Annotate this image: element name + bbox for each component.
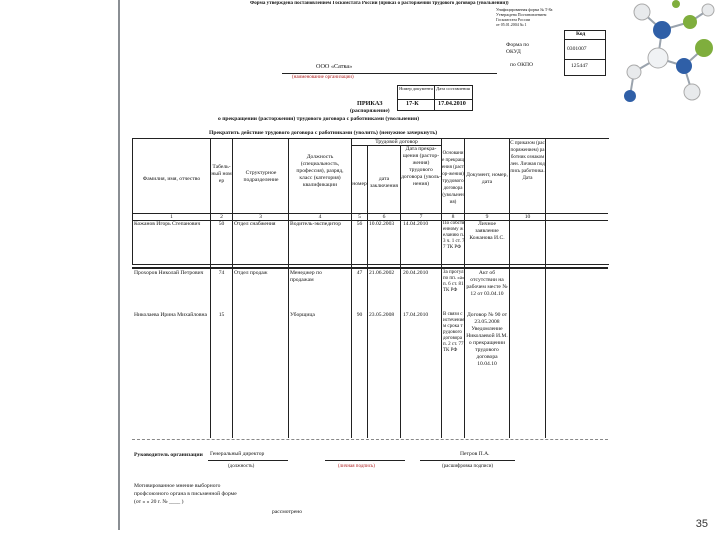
okud-label: Форма по ОКУД: [506, 42, 530, 55]
union-opinion-line3: (от « » 20 г. № ____ ): [134, 499, 184, 505]
row2-tab: 74: [218, 270, 225, 276]
caption-position: (должность): [228, 464, 255, 469]
row1-dept: Отдел снабжения: [234, 221, 276, 227]
row1-document: Личное заявление Кожанова И.С.: [469, 221, 505, 241]
form-approval-note: Унифицированная форма № Т-8а Утверждена Постановлением Госкомстата России от 05.01.2004 № 1: [496, 7, 553, 27]
col-header-number: номер: [352, 181, 367, 187]
col-header-sign: С приказом (распоряжением) работник ознакомлен. Личная подпись работника. Дата: [510, 141, 545, 181]
col-number: 5: [358, 214, 361, 220]
head-name: Петров П.А.: [460, 451, 490, 457]
row2-dept: Отдел продаж: [234, 270, 268, 276]
okpo-label: по ОКПО: [510, 62, 534, 68]
row3-tab: 15: [218, 312, 225, 318]
row3-document: Договор № 90 от 23.05.2008 Уведомление Николаевой И.М. о прекращении трудового договора 10.04.10: [466, 312, 508, 367]
caption-name: (расшифровка подписи): [442, 464, 494, 469]
col-header-end: Дата прекра-щения (растор-жения) трудового договора (уволь-нения): [401, 146, 441, 187]
row2-date: 21.06.2002: [369, 270, 395, 276]
row2-document: Акт об отсутствии на рабочем месте № 12 от 03.04.10: [466, 270, 508, 297]
row1-end: 14.04.2010: [403, 221, 429, 227]
head-label: Руководитель организации: [134, 452, 203, 458]
caption-signature: (личная подпись): [338, 464, 375, 469]
order-title: ПРИКАЗ: [357, 100, 383, 107]
col-header-document: Документ, номер, дата: [466, 172, 508, 185]
col-number: 6: [382, 214, 386, 220]
organization-name: ООО «Сатка»: [316, 63, 353, 70]
row3-position: Уборщица: [290, 312, 315, 318]
row1-name: Кожанов Игорь Степанович: [134, 221, 201, 227]
row3-number: 90: [356, 312, 363, 318]
doc-number: 17-К: [406, 100, 419, 107]
col-number: 2: [220, 214, 223, 220]
col-header-reason: Основание прекращения (растор-жения) трудового договора (увольнения): [442, 151, 464, 205]
molecule-illustration: [612, 0, 720, 110]
row2-number: 47: [356, 270, 363, 276]
form-top-line: Форма утверждена постановлением Госкомстата России (приказ о расторжении трудового договора (увольнении)): [250, 1, 509, 6]
row1-tab: 50: [218, 221, 225, 227]
doc-date: 17.04.2010: [438, 100, 466, 107]
union-opinion-line4: рассмотрено: [272, 509, 303, 515]
slide-number: 35: [695, 518, 708, 530]
row2-end: 20.04.2010: [403, 270, 429, 276]
col-header-dept: Структурное подразделение: [243, 170, 279, 183]
col-number: 4: [318, 214, 322, 220]
row3-reason: В связи с истечением срока трудового договора п. 2 ст. 77 ТК РФ: [443, 312, 465, 353]
col-number: 1: [170, 214, 173, 220]
group-header-contract: Трудовой договор: [375, 139, 418, 145]
col-header-position: Должность (специальность, профессия), разряд, класс (категория) квалификации: [296, 154, 344, 188]
order-title-sub: (распоряжение): [350, 108, 390, 114]
code-label: Код: [576, 31, 586, 37]
col-header-name: Фамилия, имя, отчество: [142, 176, 201, 182]
okud-value: 0301007: [567, 46, 587, 52]
row3-name: Николаева Ирина Михайловна: [134, 312, 207, 318]
col-number: 7: [419, 214, 423, 220]
col-number: 3: [259, 214, 262, 220]
order-statement: Прекратить действие трудового договора с работниками (уволить) (ненужное зачеркнуть): [209, 130, 438, 136]
union-opinion-line1: Мотивированное мнение выборного: [134, 483, 221, 489]
col-number: 9: [485, 214, 489, 220]
row2-position: Менеджер по продажам: [290, 270, 322, 283]
row1-position: Водитель-экспедитор: [290, 221, 342, 227]
row1-date: 10.02.2003: [369, 221, 395, 227]
col-number: 10: [524, 214, 531, 220]
row2-name: Прохоров Николай Петрович: [134, 270, 204, 276]
row3-end: 17.04.2010: [403, 312, 429, 318]
order-subtitle: о прекращении (расторжении) трудового договора с работниками (увольнении): [218, 116, 420, 122]
doc-number-label: Номер документа: [399, 86, 433, 91]
col-header-tab: Табель-ный номер: [211, 164, 232, 184]
col-header-date: дата заключения: [369, 176, 399, 189]
col-number: 8: [451, 214, 455, 220]
union-opinion-line2: профсоюзного органа в письменной форме: [134, 491, 237, 497]
row2-reason: За прогул по пп. «а» п. 6 ст. 81 ТК РФ: [443, 270, 465, 293]
okpo-value: 125447: [571, 63, 588, 69]
row3-date: 23.05.2008: [369, 312, 395, 318]
head-position: Генеральный директор: [210, 451, 265, 457]
row1-reason: По собственному желанию п. 3 ч. 1 ст. 77 ТК РФ: [443, 221, 465, 250]
doc-date-label: Дата составления: [436, 86, 470, 91]
organization-caption: (наименование организации): [292, 75, 354, 80]
row1-number: 56: [356, 221, 363, 227]
document-page: [120, 0, 605, 530]
